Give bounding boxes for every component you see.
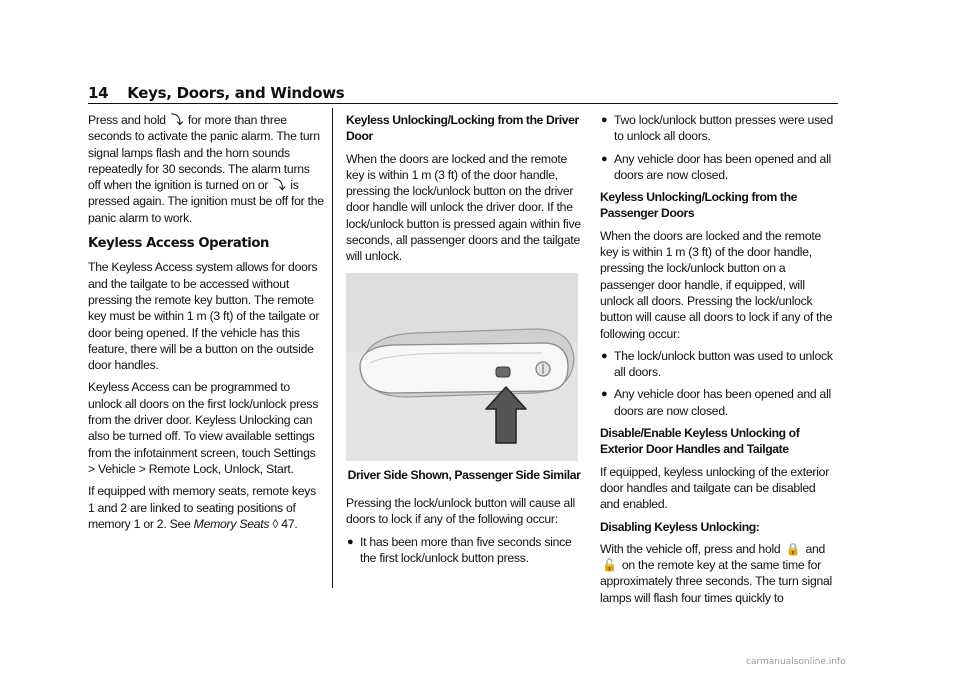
- page-header: [88, 84, 838, 104]
- bullet-icon: ●: [601, 114, 608, 126]
- bullet-icon: ●: [601, 349, 608, 362]
- list-item: ● Any vehicle door has been opened and all doors are now closed.: [601, 151, 831, 182]
- panic-key-icon: ⤵: [273, 178, 286, 193]
- passenger-doors-heading: Keyless Unlocking/Locking from the Passenger Doors: [600, 190, 798, 221]
- memory-seats-paragraph: If equipped with memory seats, remote keys 1 and 2 are linked to seating positions of memory 1 or 2. See Memory Seats ◊ 47.: [88, 484, 316, 531]
- panic-alarm-paragraph: Press and hold ⤵ for more than three seconds to activate the panic alarm. The turn signal lamps flash and the horn sounds repeatedly for 30 seconds. The alarm turns off when the ignition is turned on or ⤵ is pressed again. The ignition must be off for the panic alarm to work.: [88, 113, 324, 225]
- lock-conditions-paragraph: Pressing the lock/unlock button will cause all doors to lock if any of the following occur:: [346, 495, 575, 527]
- section-title: Keys, Doors, and Windows: [127, 84, 345, 102]
- memory-seats-link[interactable]: Memory Seats: [193, 516, 270, 531]
- disable-enable-heading: Disable/Enable Keyless Unlocking of Exterior Door Handles and Tailgate: [600, 426, 800, 457]
- door-handle-illustration: [346, 273, 578, 461]
- unlock-icon: 🔓: [602, 558, 617, 573]
- keyless-access-paragraph: The Keyless Access system allows for doors and the tailgate to be accessed without pressing the remote key button. The remote key must be within 1 m (3 ft) of the tailgate or door being opened. If the vehicle has this feature, there will be a button on the outside door handles.: [88, 260, 320, 373]
- disable-enable-paragraph: If equipped, keyless unlocking of the exterior door handles and tailgate can be disabled and enabled.: [600, 464, 830, 512]
- page-number: 14: [88, 84, 109, 102]
- list-item: ● Any vehicle door has been opened and all doors are now closed.: [601, 387, 831, 418]
- column-left: [88, 112, 324, 538]
- panic-key-icon: ⤵: [170, 113, 183, 127]
- bullet-icon: ●: [601, 152, 608, 165]
- figure-caption: Driver Side Shown, Passenger Side Similar: [347, 467, 581, 482]
- lock-icon: 🔒: [785, 541, 801, 556]
- driver-door-heading: Keyless Unlocking/Locking from the Driver Door: [346, 113, 579, 144]
- disabling-heading: Disabling Keyless Unlocking:: [600, 519, 760, 534]
- bullet-icon: ●: [347, 535, 354, 548]
- driver-door-paragraph: When the doors are locked and the remote key is within 1 m (3 ft) of the door handle, pressing the lock/unlock button on the driver door handle will unlock the driver door. If the lock/unlock button is pressed again within five seconds, all passenger doors and the tailgate will unlock.: [346, 151, 581, 264]
- keyless-program-paragraph: Keyless Access can be programmed to unlock all doors on the first lock/unlock press from the driver door. Keyless Unlocking can also be turned off. To view available settings from the infotainment screen, touch Settings > Vehicle > Remote Lock, Unlock, Start.: [88, 380, 319, 476]
- column-right: [600, 112, 838, 612]
- list-item: ● It has been more than five seconds since the first lock/unlock button press.: [347, 534, 572, 565]
- passenger-doors-paragraph: When the doors are locked and the remote key is within 1 m (3 ft) of the door handle, pressing the lock/unlock button on a passenger door handle, if equipped, will unlock all doors. Pressing the lock/unlock button will cause all doors to lock if any of the following occur:: [600, 228, 833, 341]
- lock-conditions-list-continued: [600, 112, 838, 183]
- column-divider: [332, 108, 333, 588]
- disabling-paragraph: With the vehicle off, press and hold 🔒 and 🔓 on the remote key at the same time for approximately three seconds. The turn signal lamps will flash four times quickly to: [600, 541, 832, 605]
- header-divider: [88, 103, 838, 104]
- passenger-lock-list: [600, 348, 838, 419]
- column-middle: [346, 112, 582, 572]
- keyless-access-heading: Keyless Access Operation: [88, 236, 270, 252]
- watermark: carmanualsonline.info: [746, 657, 846, 667]
- list-item: ● The lock/unlock button was used to unlock all doors.: [601, 348, 833, 380]
- lock-conditions-list: [346, 534, 582, 567]
- page-ref: ◊ 47.: [272, 516, 298, 531]
- bullet-icon: ●: [601, 388, 608, 401]
- list-item: ● Two lock/unlock button presses were used to unlock all doors.: [601, 113, 833, 144]
